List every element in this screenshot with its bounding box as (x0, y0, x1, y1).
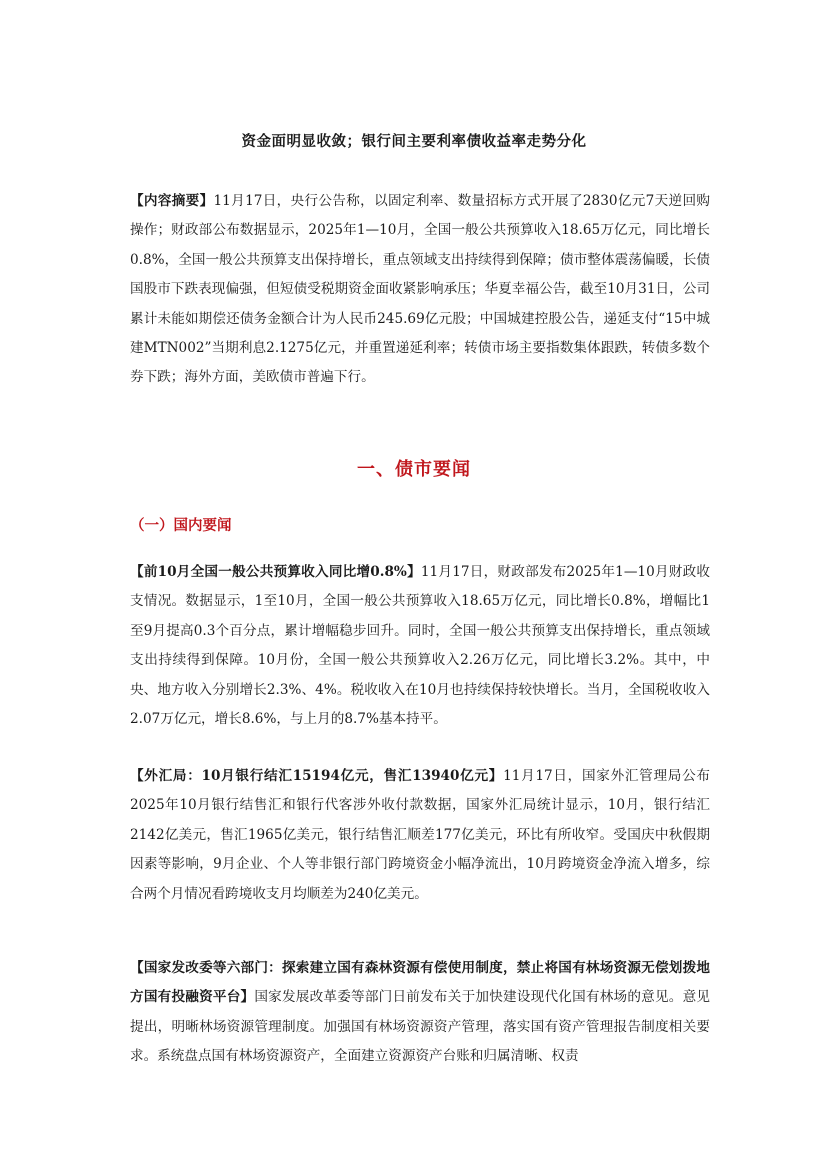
summary-paragraph (130, 187, 710, 393)
news-text: 国家发展改革委等部门日前发布关于加快建设现代化国有林场的意见。意见提出，明晰林场资源管理制度。加强国有林场资源资产管理，落实国有资产管理报告制度相关要求。系统盘点国有林场资源资产，全面建立资源资产台账和归属清晰、权责 (130, 989, 711, 1065)
news-lead: 【国家发改委等六部门：探索建立国有森林资源有偿使用制度，禁止将国有林场资源无偿划拨地方国有投融资平台】 (130, 960, 710, 1006)
news-item (130, 762, 710, 909)
document-title: 资金面明显收敛；银行间主要利率债收益率走势分化 (241, 133, 587, 150)
news-item (130, 954, 710, 1072)
summary-text: 11月17日，央行公告称，以固定利率、数量招标方式开展了2830亿元7天逆回购操作；财政部公布数据显示，2025年1—10月，全国一般公共预算收入18.65万亿元，同比增长 0.8%，全国一般公共预算支出保持增长，重点领域支出持续得到保障；债市整体震荡偏暖，长债国股市下跌表现偏强，但短债受税期资金面收紧影响承压；华夏幸福公告，截至10月31日，公司累计未能如期偿还债务金额合计为人民币245.69亿元股；中国城建控股公告，递延支付“15中城建MTN002”当期利息2.1275亿元，并重置递延利率；转债市场主要指数集体跟跌，转债多数个券下跌；海外方面，美欧债市普遍下行。 (130, 193, 710, 386)
subsection-heading: （一）国内要闻 (130, 517, 232, 534)
section-heading: 一、债市要闻 (357, 459, 471, 480)
news-text: 11月17日，财政部发布2025年1—10月财政收支情况。数据显示，1至10月，全国一般公共预算收入18.65万亿元，同比增长0.8%，增幅比1至9月提高0.3个百分点，累计增幅稳步回升。同时，全国一般公共预算支出保持增长，重点领域支出持续得到保障。10月份，全国一般公共预算收入2.26万亿元，同比增长3.2%。其中，中央、地方收入分别增长2.3%、4%。税收收入在10月也持续保持较快增长。当月，全国税收收入2.07万亿元，增长8.6%，与上月的8.7%基本持平。 (130, 564, 710, 728)
news-text: 11月17日，国家外汇管理局公布2025年10月银行结售汇和银行代客涉外收付款数据，国家外汇局统计显示，10月，银行结汇2142亿美元，售汇1965亿美元，银行结售汇顺差177亿美元，环比有所收窄。受国庆中秋假期因素等影响，9月企业、个人等非银行部门跨境资金小幅净流出，10月跨境资金净流入增多，综合两个月情况看跨境收支月均顺差为240亿美元。 (130, 768, 710, 902)
summary-lead: 【内容摘要】 (130, 193, 214, 209)
news-item (130, 558, 710, 734)
news-lead: 【外汇局：10月银行结汇15194亿元，售汇13940亿元】 (130, 768, 504, 784)
news-lead: 【前10月全国一般公共预算收入同比增0.8%】 (130, 564, 421, 580)
